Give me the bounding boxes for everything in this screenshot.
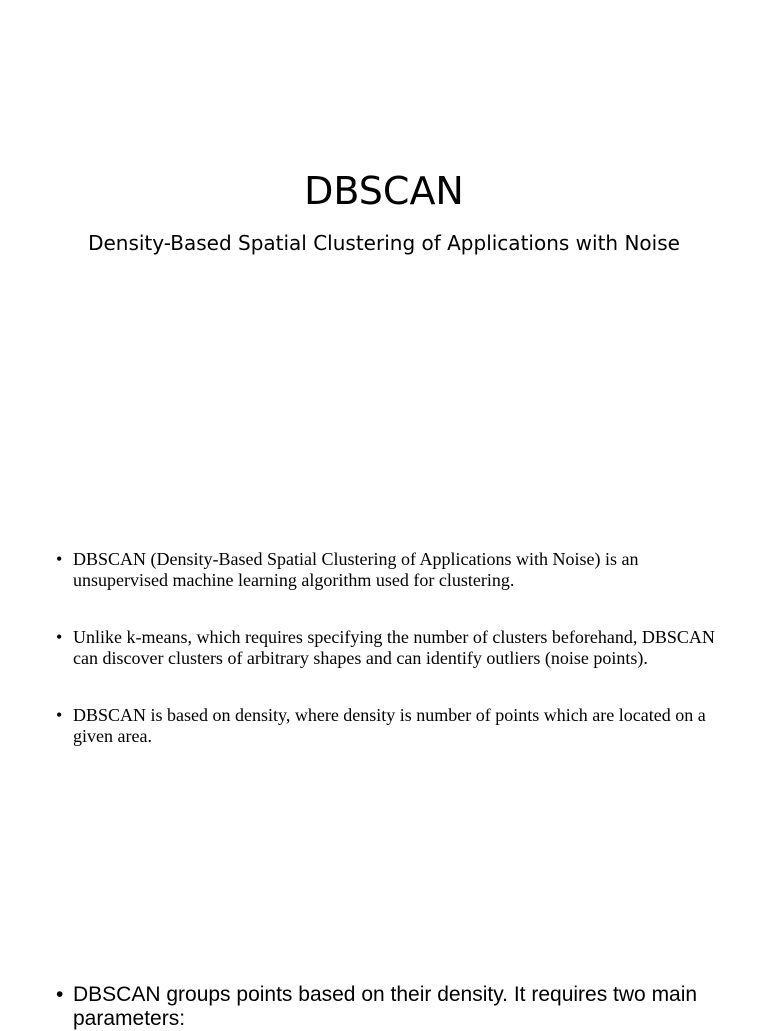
slide-subtitle: Density-Based Spatial Clustering of Applications with Noise — [88, 231, 680, 255]
bullet-item: • DBSCAN groups points based on their density. It requires two main parameters: — [56, 983, 716, 1031]
slide-title: DBSCAN — [304, 169, 464, 213]
bullet-item: • DBSCAN is based on density, where density is number of points which are located on a given area. — [56, 705, 716, 747]
bullet-item: • Unlike k-means, which requires specifying the number of clusters beforehand, DBSCAN can discover clusters of arbitrary shapes and can identify outliers (noise points). — [56, 627, 716, 669]
bullet-item: • DBSCAN (Density-Based Spatial Clustering of Applications with Noise) is an unsupervised machine learning algorithm used for clustering. — [56, 549, 716, 591]
bullet-list — [56, 549, 716, 747]
